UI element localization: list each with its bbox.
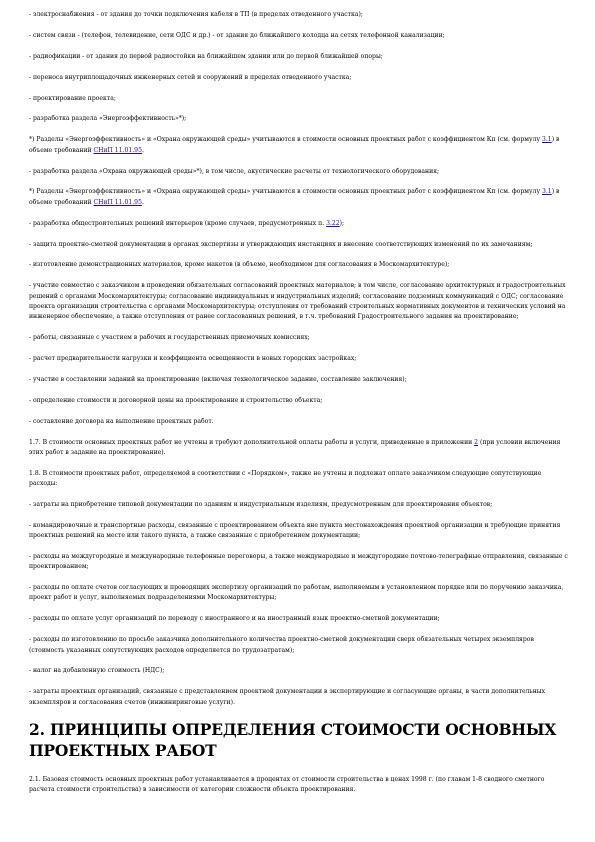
paragraph-text: - расходы по оплате счетов согласующих и проводящих экспертизу организаций по работам, выполняемым в установленном порядке или по поручению заказчика, проект работ и услуг, выполняемых подразделениями Москомархитектуры; — [29, 584, 564, 602]
reference-link[interactable]: СНиП 11.01.95 — [93, 146, 142, 154]
paragraph — [29, 687, 569, 708]
paragraph-text: - расходы по оплате услуг организаций по переводу с иностранного и на иностранный язык проектно-сметной документации; — [29, 615, 440, 623]
paragraph-text: - затраты проектных организаций, связанные с представлением проектной документации в экспертирующие и согласующие органы, в части дополнительных экземпляров и согласования счетов (инжиниринговые услуги). — [29, 688, 546, 706]
paragraph-text: 2.1. Базовая стоимость основных проектных работ устанавливается в процентах от стоимости строительства в ценах 1998 г. (по главам 1-8 сводного сметного расчета стоимости строительства) в зависимости от категории сложности объекта проектирования. — [29, 775, 545, 793]
section-heading: 2. ПРИНЦИПЫ ОПРЕДЕЛЕНИЯ СТОИМОСТИ ОСНОВНЫХ ПРОЕКТНЫХ РАБОТ — [29, 719, 557, 760]
document-body-continued — [29, 775, 569, 796]
paragraph — [29, 31, 569, 41]
paragraph — [29, 135, 569, 156]
paragraph — [29, 10, 569, 20]
paragraph-text: - проектирование проекта; — [29, 94, 116, 102]
paragraph — [29, 187, 569, 208]
paragraph — [29, 417, 569, 427]
paragraph — [29, 469, 569, 490]
paragraph — [29, 260, 569, 270]
paragraph — [29, 219, 569, 229]
paragraph — [29, 52, 569, 62]
paragraph-text: - переноса внутриплощадочных инженерных сетей и сооружений в пределах отведенного участка; — [29, 73, 352, 81]
paragraph-text: ) в объеме требований — [29, 188, 560, 206]
paragraph — [29, 240, 569, 250]
paragraph-text: - электроснабжения - от здания до точки подключения кабеля в ТП (в пределах отведенного участка); — [29, 11, 363, 18]
paragraph — [29, 354, 569, 364]
paragraph — [29, 396, 569, 406]
paragraph-text: . — [141, 198, 144, 206]
paragraph-text: - систем связи - (телефон, телевидение, сети ОДС и др.) - от здания до ближайшего колодца на сетях телефонной канализации; — [29, 31, 445, 39]
paragraph-text: - составление договора на выполнение проектных работ. — [29, 417, 214, 425]
paragraph-text: *) Разделы «Энергоэффективность» и «Охрана окружающей среды» учитываются в стоимости основных проектных работ с коэффициентом Кп (см. формулу — [29, 188, 542, 196]
reference-link[interactable]: СНиП 11.01.95 — [93, 198, 142, 206]
paragraph — [29, 666, 569, 676]
reference-link[interactable]: 2 — [474, 438, 479, 446]
paragraph-text: *) Разделы «Энергоэффективность» и «Охрана окружающей среды» учитываются в стоимости основных проектных работ с коэффициентом Кп (см. формулу — [29, 136, 542, 144]
paragraph — [29, 583, 569, 604]
reference-link[interactable]: 3.22 — [326, 219, 340, 227]
paragraph — [29, 333, 569, 343]
paragraph-text: - разработка общестроительных решений интерьеров (кроме случаев, предусмотренных п. — [29, 219, 327, 227]
paragraph-text: ); — [339, 219, 345, 227]
paragraph — [29, 375, 569, 385]
paragraph — [29, 521, 569, 542]
paragraph-text: ) в объеме требований — [29, 136, 560, 154]
paragraph — [29, 635, 569, 656]
paragraph-text: - расходы на междугородные и международные телефонные переговоры, а также международные и междугородние почтово-телеграфные отправления, связанные с проектированием; — [29, 552, 568, 571]
paragraph-text: - разработка раздела «Энергоэффективность»*); — [29, 115, 187, 123]
paragraph-text: 1.7. В стоимости основных проектных работ не учтены и требуют дополнительной оплаты работы и услуги, приведенные в приложении — [29, 438, 475, 446]
paragraph — [29, 281, 569, 322]
paragraph-text: - участие в составлении заданий на проектирование (включая технологическое задание, составление заключения); — [29, 375, 407, 383]
paragraph-text: - участие совместно с заказчиком в проведении обязательных согласований проектных материалов; в том числе, согласование архитектурных и градостроительных решений с органами Москомархитектуры; согласование индивидуальных и индустриальных изделий; согласование подземных коммуникаций с ОДС; согласование проекта организации строительства с органами Москомархитектуры; отступления от требований строительных нормативных документов и технических условий на инженерное обеспечение, а также отступления от ранее согласованных решений, в т.ч. требований Градостроительного задания на проектирование; — [29, 282, 566, 321]
paragraph — [29, 552, 569, 573]
paragraph-text: - расходы по изготовлению по просьбе заказчика дополнительного количества проектно-сметной документации сверх обязательных четырех экземпляров (стоимость указанных сопутствующих расходов определяется по трудозатратам); — [29, 636, 534, 654]
paragraph — [29, 167, 569, 177]
reference-link[interactable]: 3.1 — [541, 136, 552, 144]
reference-link[interactable]: 3.1 — [541, 188, 552, 196]
paragraph-text: - разработка раздела «Охрана окружающей среды»*), в том числе, акустические расчеты от технологического оборудования; — [29, 167, 440, 175]
paragraph — [29, 775, 569, 796]
paragraph-text: - затраты на приобретение типовой документации по зданиям и индустриальным изделиям, предусмотренным для проектирования объектов; — [29, 500, 493, 508]
paragraph-text: 1.8. В стоимости проектных работ, определяемой в соответствии с «Порядком», также не учтены и подлежат оплате заказчиком следующие сопутствующие расходы: — [29, 469, 542, 487]
paragraph-text: - расчет предварительности нагрузки и коэффициента освещенности в новых городских застройках; — [29, 354, 357, 362]
paragraph-text: - защита проектно-сметной документации в органах экспертизы и утверждающих инстанциях и внесение соответствующих изменений по их замечаниям; — [29, 240, 533, 248]
paragraph-text: - радиофикации - от здания до первой радиостойки на ближайшем здании или до первой ближайшей опоры; — [29, 52, 383, 60]
paragraph — [29, 438, 569, 459]
paragraph — [29, 94, 569, 104]
paragraph — [29, 614, 569, 624]
paragraph-text: - командировочные и транспортные расходы, связанные с проектированием объекта вне пункта местонахождения проектной организации и требующие принятия проектных решений на месте или такого пункта, а также связанные с приобретением документации; — [29, 521, 561, 540]
paragraph-text: - налог на добавленную стоимость (НДС); — [29, 667, 165, 675]
paragraph — [29, 500, 569, 510]
paragraph-text: - работы, связанные с участием в рабочих и государственных приемочных комиссиях; — [29, 334, 310, 342]
paragraph-text: (при условии включения этих работ в задание на проектирование). — [29, 438, 561, 456]
paragraph-text: . — [141, 146, 144, 154]
paragraph — [29, 73, 569, 83]
paragraph-text: - изготовление демонстрационных материалов, кроме макетов (в объеме, необходимом для согласования в Москомархитектуре); — [29, 261, 450, 269]
document-body — [29, 10, 569, 708]
document-page — [29, 10, 569, 806]
paragraph-text: - определение стоимости и договорной цены на проектирование и строительство объекта; — [29, 396, 323, 404]
paragraph — [29, 114, 569, 124]
